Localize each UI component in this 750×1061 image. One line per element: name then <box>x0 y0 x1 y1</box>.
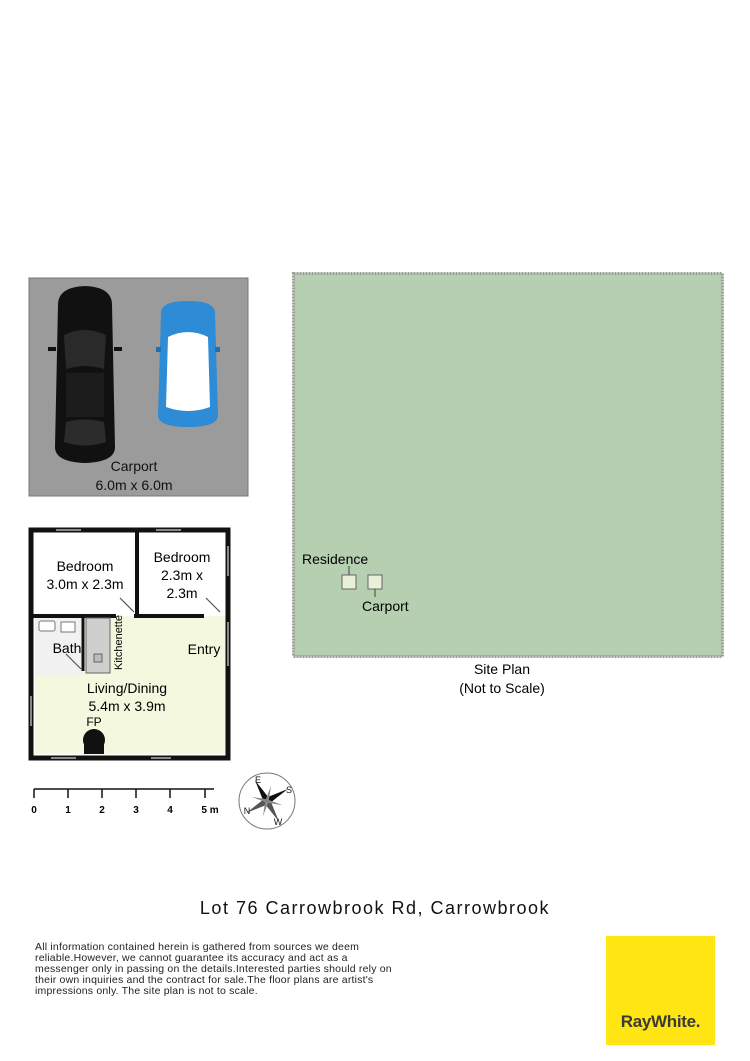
compass-icon <box>237 771 299 831</box>
scale-bar <box>26 784 226 820</box>
black-car-icon <box>48 286 122 463</box>
raywhite-logo <box>606 936 715 1045</box>
living-size: 5.4m x 3.9m <box>88 698 166 714</box>
bedroom2-size-line2: 2.3m <box>166 585 198 601</box>
bath-label: Bath <box>52 640 82 656</box>
bedroom1-label: Bedroom <box>56 558 114 574</box>
sink-icon <box>94 654 102 662</box>
bedroom2-size-line1: 2.3m x <box>160 567 204 583</box>
compass-letter-e: E <box>254 775 262 785</box>
lot-boundary <box>294 274 723 657</box>
scale-tick-0: 0 <box>31 805 37 816</box>
compass-letter-n: N <box>243 806 251 816</box>
kitchen-bench <box>86 618 110 673</box>
compass-letter-s: S <box>285 785 293 795</box>
bedroom2-label: Bedroom <box>153 549 211 565</box>
scale-tick-1: 1 <box>65 805 71 816</box>
basin-icon <box>61 622 75 632</box>
site-plan-caption: Site Plan <box>473 661 531 677</box>
residence-label: Residence <box>302 551 369 567</box>
site-carport-label: Carport <box>362 598 409 614</box>
scale-tick-5: 5 m <box>201 805 219 816</box>
blue-car-icon <box>156 301 220 427</box>
house-floor-plan <box>26 526 236 762</box>
carport-marker <box>368 575 382 589</box>
carport-size: 6.0m x 6.0m <box>95 477 173 493</box>
entry-label: Entry <box>187 641 221 657</box>
carport-plan <box>28 277 250 499</box>
fireplace-label: FP <box>86 715 102 729</box>
logo-text: RayWhite. <box>620 1012 701 1031</box>
site-plan <box>292 272 726 712</box>
scale-tick-4: 4 <box>167 805 173 816</box>
property-title: Lot 76 Carrowbrook Rd, Carrowbrook <box>199 898 551 918</box>
residence-marker <box>342 575 356 589</box>
carport-label: Carport <box>110 458 158 474</box>
site-plan-note: (Not to Scale) <box>459 680 545 696</box>
living-label: Living/Dining <box>86 680 168 696</box>
kitchenette-label: Kitchenette <box>113 614 125 670</box>
disclaimer-text: All information contained herein is gathered from sources we deem reliable.However, we cannot guarantee its accuracy and act as a messenger only in passing on the details.Interested parties should rely on their own inquiries and the contract for sale.The floor plans are artist's impressions only. The site plan is not to scale. <box>35 941 392 997</box>
bedroom1-size: 3.0m x 2.3m <box>46 576 124 592</box>
toilet-icon <box>39 621 55 631</box>
scale-tick-3: 3 <box>133 805 139 816</box>
compass-letter-w: W <box>273 817 283 827</box>
scale-tick-2: 2 <box>99 805 105 816</box>
